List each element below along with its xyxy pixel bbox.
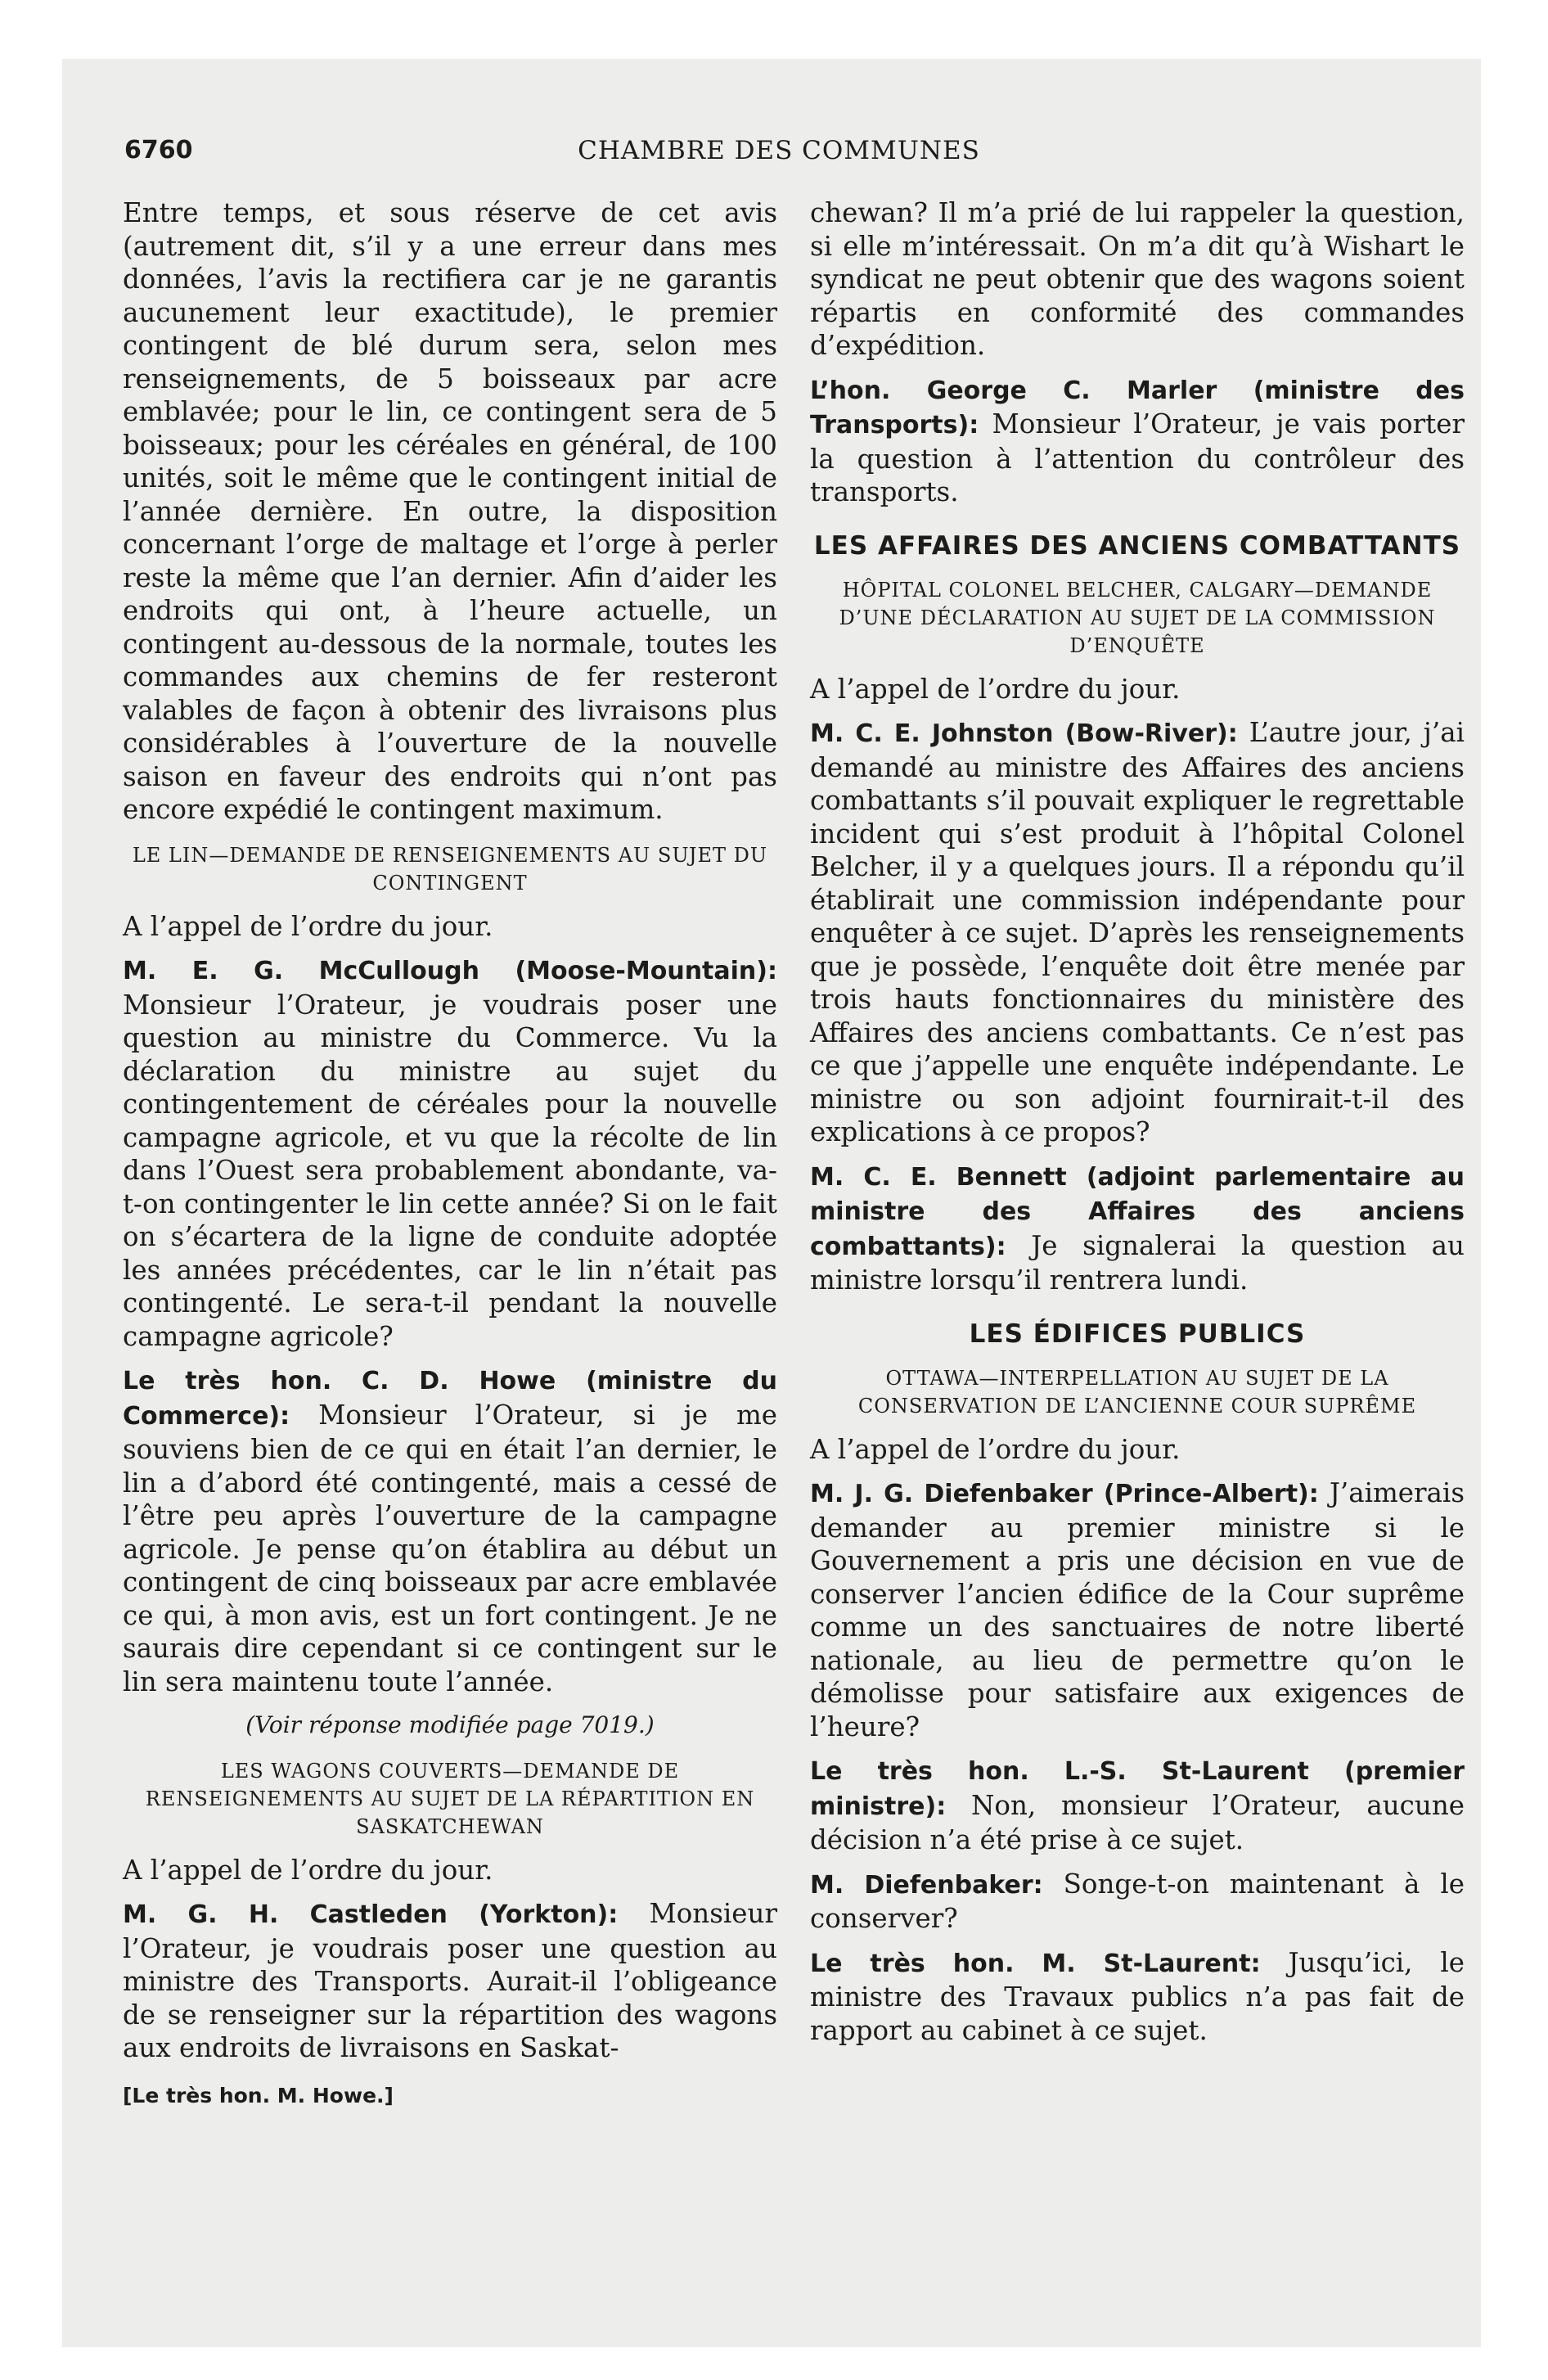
subheading: LE LIN—DEMANDE DE RENSEIGNEMENTS AU SUJET DU CONTINGENT — [132, 843, 768, 895]
subheading: HÔPITAL COLONEL BELCHER, CALGARY—DEMANDE D’UNE DÉCLARATION AU SUJET DE LA COMMISSION D’ENQUÊTE — [839, 578, 1436, 657]
paragraph: A l’appel de l’ordre du jour. — [123, 910, 493, 942]
paragraph: A l’appel de l’ordre du jour. — [810, 673, 1181, 705]
editorial-note: (Voir réponse modifiée page 7019.) — [245, 1711, 655, 1738]
footer-runner: [Le très hon. M. Howe.] — [123, 2083, 394, 2107]
speaker-name: M. G. H. Castleden (Yorkton): — [123, 1900, 619, 1929]
speech — [810, 716, 1465, 1149]
speaker-name: M. J. G. Diefenbaker (Prince-Albert): — [810, 1480, 1319, 1508]
speech-text: Monsieur l’Orateur, si je me souviens bien de ce qui en était l’an dernier, le lin a d’abord été contingenté, mais a cessé de l’être peu après l’ouverture de la campagne agricole. Je pense qu’on établira au début un contingent de cinq boisseaux par acre emblavée ce qui, à mon avis, est un fort contingent. Je ne saurais dire cependant si ce contingent sur le lin sera maintenu toute l’année. — [123, 1399, 777, 1697]
left-column — [123, 196, 777, 2112]
subheading: OTTAWA—INTERPELLATION AU SUJET DE LA CONSERVATION DE L’ANCIENNE COUR SUPRÊME — [857, 1366, 1417, 1418]
paragraph: chewan? Il m’a prié de lui rappeler la question, si elle m’intéressait. On m’a dit qu’à Wishart le syndicat ne peut obtenir que des wagons soient répartis en conformité des commandes d’expédition. — [810, 197, 1465, 361]
speech — [810, 1946, 1465, 2048]
speaker-name: Le très hon. L.-S. St-Laurent (premier ministre): — [810, 1757, 1465, 1821]
speech — [123, 1897, 777, 2065]
paragraph: A l’appel de l’ordre du jour. — [810, 1433, 1181, 1465]
speaker-name: M. E. G. McCullough (Moose-Mountain): — [123, 957, 777, 985]
speaker-name: Le très hon. M. St-Laurent: — [810, 1949, 1261, 1978]
page-number: 6760 — [124, 136, 193, 165]
subheading: LES WAGONS COUVERTS—DEMANDE DE RENSEIGNEMENTS AU SUJET DE LA RÉPARTITION EN SASKATCHEWAN — [145, 1759, 755, 1838]
speech — [810, 373, 1465, 509]
speech-text: Je signalerai la question au ministre lorsqu’il rentrera lundi. — [810, 1229, 1465, 1296]
speech — [123, 1364, 777, 1698]
speech-text: L’autre jour, j’ai demandé au ministre des Affaires des anciens combattants s’il pouvait expliquer le regrettable incident qui s’est produit à l’hôpital Colonel Belcher, il y a quelques jours. Il a répondu qu’il établirait une commission indépendante pour enquêter à ce sujet. D’après les renseignements que je possède, l’enquête doit être menée par trois hauts fonctionnaires du ministère des Affaires des anciens combattants. Ce n’est pas ce que j’appelle une enquête indépendante. Le ministre ou son adjoint fournirait-t-il des explications à ce propos? — [810, 717, 1465, 1147]
speech-text: Monsieur l’Orateur, je vais porter la question à l’attention du contrôleur des transports. — [810, 408, 1465, 507]
speech — [810, 1160, 1465, 1297]
speech-text: J’aimerais demander au premier ministre si le Gouvernement a pris une décision en vue de conserver l’ancien édifice de la Cour suprême comme un des sanctuaires de notre liberté nationale, au lieu de permettre qu’on le démolisse pour satisfaire aux exigences de l’heure? — [810, 1477, 1465, 1742]
speech-text: Monsieur l’Orateur, je voudrais poser une question au ministre du Commerce. Vu la déclaration du ministre au sujet du contingentement de céréales pour la nouvelle campagne agricole, et vu que la récolte de lin dans l’Ouest sera probablement abondante, va-t-on contingenter le lin cette année? Si on le fait on s’écartera de la ligne de conduite adoptée les années précédentes, car le lin n’était pas contingenté. Le sera-t-il pendant la nouvelle campagne agricole? — [123, 989, 777, 1352]
speech-text: Monsieur l’Orateur, je voudrais poser une question au ministre des Transports. Aurait-il l’obligeance de se renseigner sur la répartition des wagons aux endroits de livraisons en Saskat- — [123, 1898, 777, 2063]
speaker-name: M. C. E. Johnston (Bow-River): — [810, 719, 1238, 748]
speech-text: Songe-t-on maintenant à le conserver? — [810, 1868, 1465, 1934]
right-column — [810, 196, 1465, 2058]
speech-text: Non, monsieur l’Orateur, aucune décision n’a été prise à ce sujet. — [810, 1789, 1465, 1855]
speaker-name: M. Diefenbaker: — [810, 1870, 1043, 1900]
speech — [810, 1476, 1465, 1743]
speech — [123, 953, 777, 1353]
paragraph: A l’appel de l’ordre du jour. — [123, 1854, 493, 1886]
speech-text: Jusqu’ici, le ministre des Travaux publics n’a pas fait de rapport au cabinet à ce sujet. — [810, 1946, 1465, 2046]
page-header — [124, 136, 1433, 169]
speech — [810, 1754, 1465, 1857]
running-head: CHAMBRE DES COMMUNES — [578, 136, 980, 165]
section-heading: LES ÉDIFICES PUBLICS — [969, 1318, 1306, 1349]
speaker-name: Le très hon. C. D. Howe (ministre du Commerce): — [123, 1367, 777, 1431]
paragraph: Entre temps, et sous réserve de cet avis (autrement dit, s’il y a une erreur dans mes données, l’avis la rectifiera car je ne garantis aucunement leur exactitude), le premier contingent de blé durum sera, selon mes renseignements, de 5 boisseaux par acre emblavée; pour le lin, ce contingent sera de 5 boisseaux; pour les céréales en général, de 100 unités, soit le même que le contingent initial de l’année dernière. En outre, la disposition concernant l’orge de maltage et l’orge à perler reste la même que l’an dernier. Afin d’aider les endroits qui ont, à l’heure actuelle, un contingent au-dessous de la normale, toutes les commandes aux chemins de fer resteront valables de façon à obtenir des livraisons plus considérables à l’ouverture de la nouvelle saison en faveur des endroits qui n’ont pas encore expédié le contingent maximum. — [123, 197, 777, 825]
speaker-name: L’hon. George C. Marler (ministre des Transports): — [810, 376, 1465, 439]
section-heading: LES AFFAIRES DES ANCIENS COMBATTANTS — [813, 530, 1461, 561]
speaker-name: M. C. E. Bennett (adjoint parlementaire au ministre des Affaires des anciens combattants): — [810, 1162, 1465, 1261]
speech — [810, 1868, 1465, 1936]
